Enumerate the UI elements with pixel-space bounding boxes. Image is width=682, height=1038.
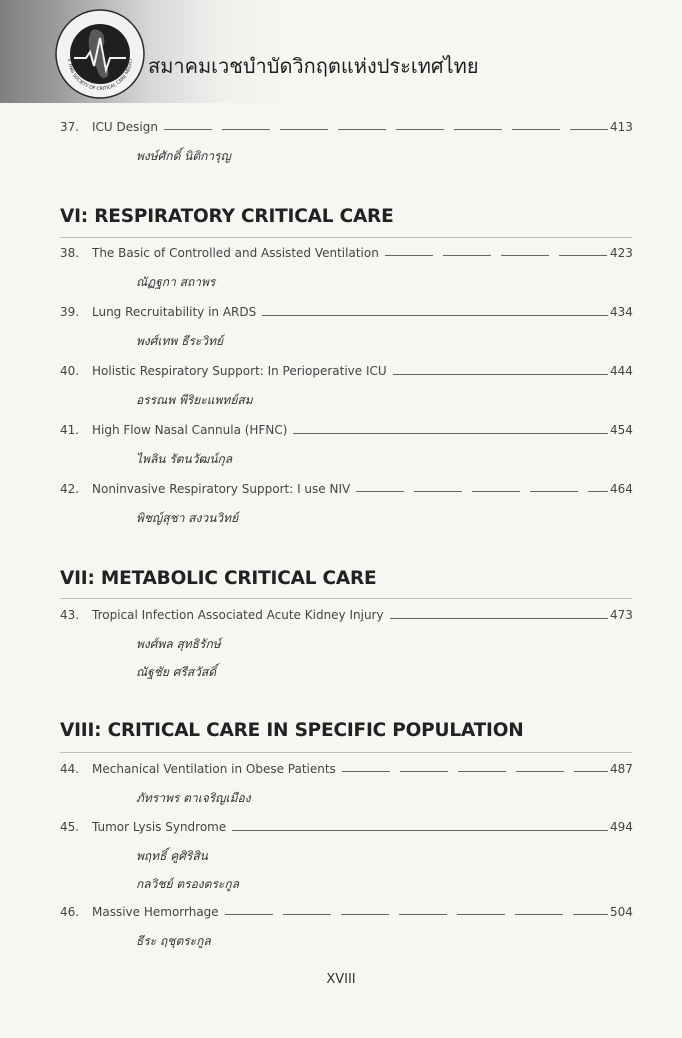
- dot-leader: [393, 364, 608, 375]
- entry-author: พฤทธิ์ คูศิริสิน: [136, 849, 208, 863]
- entry-title: Massive Hemorrhage: [92, 905, 219, 919]
- entry-number: 45.: [60, 820, 80, 834]
- entry-title: Tropical Infection Associated Acute Kidney Injury: [92, 608, 384, 622]
- entry-title: The Basic of Controlled and Assisted Ventilation: [92, 246, 379, 260]
- toc-entry-46[interactable]: [60, 905, 632, 949]
- dot-leader: [293, 423, 608, 434]
- entry-author: อรรณพ พีริยะแพทย์สม: [136, 393, 253, 407]
- entry-page: 444: [610, 364, 633, 378]
- dot-leader: [225, 905, 608, 915]
- entry-title: Tumor Lysis Syndrome: [92, 820, 227, 834]
- entry-page: 454: [610, 423, 633, 437]
- toc-entry-40[interactable]: [60, 364, 632, 408]
- toc-entry-42[interactable]: [60, 482, 632, 526]
- entry-page: 473: [610, 608, 633, 622]
- entry-author: ภัทราพร ตาเจริญเมือง: [136, 791, 251, 805]
- section-divider: [60, 237, 632, 238]
- dot-leader: [232, 820, 608, 831]
- page-number: XVIII: [326, 972, 356, 987]
- entry-title: Lung Recruitability in ARDS: [92, 305, 257, 319]
- entry-page: 423: [610, 246, 633, 260]
- entry-title: Holistic Respiratory Support: In Perioperative ICU: [92, 364, 387, 378]
- toc-entry-37[interactable]: [60, 120, 632, 164]
- dot-leader: [385, 246, 608, 256]
- entry-number: 46.: [60, 905, 80, 919]
- entry-page: 487: [610, 762, 633, 776]
- entry-page: 504: [610, 905, 633, 919]
- toc-entry-38[interactable]: [60, 246, 632, 290]
- entry-author: พงศ์เทพ ธีระวิทย์: [136, 334, 224, 348]
- toc-entry-44[interactable]: [60, 762, 632, 806]
- dot-leader: [390, 608, 608, 619]
- entry-author: พิชญ์สุชา สงวนวิทย์: [136, 511, 239, 525]
- society-name: สมาคมเวชบำบัดวิกฤตแห่งประเทศไทย: [148, 54, 479, 78]
- entry-page: 413: [610, 120, 633, 134]
- section-divider: [60, 752, 632, 753]
- section-heading-respiratory: VI: RESPIRATORY CRITICAL CARE: [60, 206, 394, 227]
- entry-number: 42.: [60, 482, 80, 496]
- entry-author: ณัฐชัย ศรีสวัสดิ์: [136, 665, 216, 679]
- toc-entry-43[interactable]: [60, 608, 632, 680]
- entry-author: ธีระ ฤชุตระกูล: [136, 934, 211, 948]
- section-heading-metabolic: VII: METABOLIC CRITICAL CARE: [60, 568, 377, 589]
- entry-author: พงศ์พล สุทธิรักษ์: [136, 637, 221, 651]
- entry-title: ICU Design: [92, 120, 158, 134]
- section-divider: [60, 598, 632, 599]
- toc-entry-45[interactable]: [60, 820, 632, 892]
- section-heading-specific-population: VIII: CRITICAL CARE IN SPECIFIC POPULATION: [60, 720, 524, 741]
- entry-author: ไพลิน รัตนวัฒน์กุล: [136, 452, 233, 466]
- logo-ring-bottom: E THAI SOCIETY OF CRITICAL CARE MEDICI: [65, 58, 134, 93]
- entry-title: Mechanical Ventilation in Obese Patients: [92, 762, 336, 776]
- entry-page: 434: [610, 305, 633, 319]
- entry-number: 39.: [60, 305, 80, 319]
- entry-author: กลวิชย์ ตรองตระกูล: [136, 877, 239, 891]
- entry-title: Noninvasive Respiratory Support: I use NIV: [92, 482, 351, 496]
- entry-number: 38.: [60, 246, 80, 260]
- entry-page: 464: [610, 482, 633, 496]
- entry-number: 37.: [60, 120, 80, 134]
- toc-entry-41[interactable]: [60, 423, 632, 467]
- dot-leader: [262, 305, 608, 316]
- entry-author: ณัฏฐกา สถาพร: [136, 275, 216, 289]
- entry-page: 494: [610, 820, 633, 834]
- entry-number: 43.: [60, 608, 80, 622]
- toc-entry-39[interactable]: [60, 305, 632, 349]
- entry-number: 41.: [60, 423, 80, 437]
- dot-leader: [164, 120, 608, 130]
- dot-leader: [342, 762, 608, 772]
- entry-number: 44.: [60, 762, 80, 776]
- entry-number: 40.: [60, 364, 80, 378]
- dot-leader: [356, 482, 608, 492]
- entry-title: High Flow Nasal Cannula (HFNC): [92, 423, 288, 437]
- entry-author: พงษ์ศักดิ์ นิติการุญ: [136, 149, 231, 163]
